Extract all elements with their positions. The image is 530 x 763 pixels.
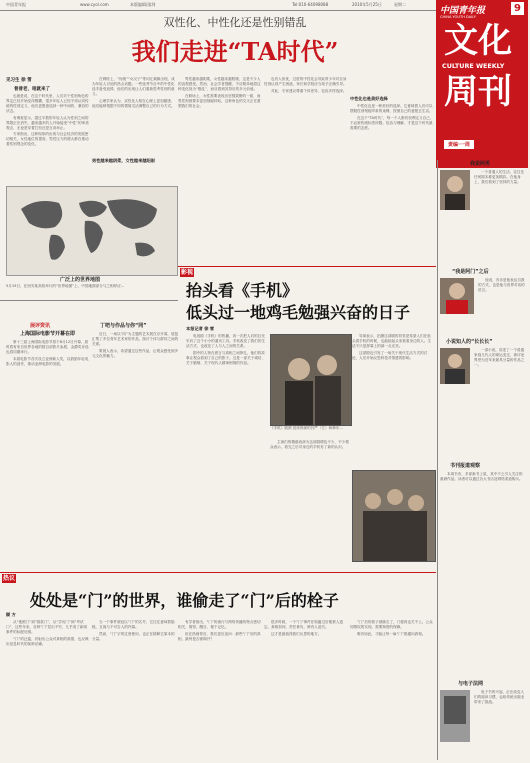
sidebar-item1-body: 一个普通人的生活，往往比任何剧本都更加精彩。在他身上，我们看到了坚持的力量。 xyxy=(474,170,525,184)
phone-still-photo xyxy=(270,334,352,426)
paper-en: CHINA YOUTH DAILY xyxy=(440,15,476,19)
portrait-icon xyxy=(440,170,470,210)
small-mid-headline: 丁吧与作品与你“同” xyxy=(100,323,147,329)
sidebar-item5-title: 与电子法网 xyxy=(458,681,484,687)
main-body-col5: 中性化也是一种美好的选择。它意味着人们可以摆脱性别刻板印象的束缚，按照自己的意愿去生活。 在这个“TA时代”，每一个人都有权利定义自己，不必被传统标签所限。包容与理解，才是这个时代最需要的态度。 xyxy=(350,104,434,130)
sidebar-portrait-2 xyxy=(440,278,474,314)
sidebar-portrait-1 xyxy=(440,170,470,210)
main-body-col2: 在网络上，“伪娘”“女汉子”等词汇频频出现，成为年轻人讨论的热点话题。一些选秀节目中的中性化选手备受追捧，他们的出现让人们重新思考性别的意义。 心理学家认为，双性化人格在心理上更加健康，他们能够根据不同的情境灵活调整自己的行为方式。 xyxy=(92,77,175,108)
person-icon xyxy=(271,335,351,425)
top-meta-editor: 本版编辑/邵剑 xyxy=(130,2,156,7)
sidebar-col-label: 观察 xyxy=(440,161,451,167)
phone-body-col2: 主演们的精湛表演为这部剧增色不少，不少观众表示，看完之后对身边的手机有了新的认识。 xyxy=(270,440,349,449)
gate-body-col2: 当一个事件被冠以“门”的名号，它往往意味着隐秘、丑闻与不可告人的内幕。 然而，“门”字的过度使用，也正在稀释它原本的分量。 xyxy=(92,620,175,641)
divider-sidebar xyxy=(437,160,438,760)
main-kicker: 双性化、中性化还是性别错乱 xyxy=(163,16,307,29)
phone-headline-1: 抬头看《手机》 xyxy=(186,281,299,300)
divider-phone-top xyxy=(178,266,436,267)
gate-headline: 处处是“门”的世界，谁偷走了“门”后的栓子 xyxy=(30,591,339,610)
world-map-icon xyxy=(7,187,177,275)
sidebar-item4-body: 本周书市，多部新书上架，其中不乏引人关注的重磅作品。读者可以通过各大书店及网络渠道购买。 xyxy=(440,472,523,481)
main-byline: 见习生 徐 雪 xyxy=(6,78,32,83)
phone-crowd-photo xyxy=(352,470,436,562)
section-title-en: CULTURE WEEKLY xyxy=(442,62,505,70)
section-masthead xyxy=(436,0,528,168)
small-left-headline: 上海国际电影节开幕在即 xyxy=(20,331,76,337)
page-number: 9 xyxy=(511,2,524,15)
phone-byline: 本报记者 徐 雪 xyxy=(186,326,215,331)
sidebar-item2-title: “我是阿门”之后 xyxy=(452,269,489,275)
phone-tag: 影视 xyxy=(180,269,193,276)
sidebar-item5-body: 电子书的兴起，正在改变人们的阅读习惯，也给传统出版业带来了挑战。 xyxy=(474,690,525,704)
main-body-col4: 也有人担忧，过度的中性化会导致青少年对自身性别认同产生困惑，家长和学校应当给予正确引导。 对此，专家建议尊重个体差异，包容多样选择。 xyxy=(264,77,347,93)
sidebar-portrait-3 xyxy=(440,348,470,384)
portrait-icon xyxy=(440,278,474,314)
top-meta-tel: Tel:010-64098088 xyxy=(292,2,329,7)
divider-gate-top xyxy=(0,572,436,573)
paper-logo: 中国青年报 xyxy=(440,6,486,16)
divider-main-bottom xyxy=(0,300,178,301)
main-sub2: 男性越来越阴柔，女性越来越阳刚 xyxy=(92,158,155,163)
gate-byline: 顾 方 xyxy=(6,612,16,617)
sidebar-item3-title: 小说知人的“长长长” xyxy=(446,339,493,345)
gate-body-col3: 有学者指出，“门”的流行与网络传播的特点密切相关，简短、醒目、便于记忆。 但在热闹背后，我们更应追问：那些“门”后的真相，最终是否被揭开？ xyxy=(178,620,261,641)
main-sub1: 普普老，咱就来了 xyxy=(14,87,50,92)
portrait-icon xyxy=(440,348,470,384)
world-map-photo xyxy=(6,186,178,276)
phone-headline-2: 低头过一地鸡毛勉强兴奋的日子 xyxy=(186,303,411,322)
sidebar-item2-body: 他说，音乐是他表达自我的方式，也是他与世界对话的语言。 xyxy=(478,278,525,292)
divider-top xyxy=(0,10,436,11)
gate-body-col1: 从“艳照门”到“捐款门”，从“学历门”到“考试门”，这些年来，各种“门”层出不穷，几乎成了新闻事件的标配后缀。 “门”的泛滥，折射出公众对真相的渴望，也反映出信息时代的某种浮躁。 xyxy=(6,620,89,646)
top-meta-paper: 中国青年报 xyxy=(6,2,26,7)
small-left-tag: 展评资讯 xyxy=(30,323,51,329)
main-body-col1: 也就是说，在这个时代里，人们对于性别角色的界定已经开始变得模糊，很多年轻人已经不再认同传统的性别定义，他们更愿意选择一种中间的、兼容的状态。 有调查显示，超过半数的年轻人认为性别之间的界限正在消失，越来越多的人开始接受“中性”的审美观点，无论是穿着打扮还是言谈举止。 专家指出，这种现象的出现与社会经济的发展密切相关，女性地位的提高、男性压力的增大都在推动着性别观念的变化。 xyxy=(6,94,89,146)
main-headline: 我们走进“TA时代” xyxy=(131,37,339,66)
section-title-2: 周刊 xyxy=(444,72,512,112)
map-caption: 5月19日，在西安某高校举行的“世界地图”上，中国地图部分与之相呼应… xyxy=(6,284,125,288)
phone-body-col3: 导演表示，拍摄这部剧的初衷是希望人们在低头看手机的时候，也能抬起头来看看身边的人。生活不只是屏幕上的那一点光亮。 这部剧也引发了一场关于现代生活方式的讨论，人们开始反思科技对情感的影响。 xyxy=(352,334,432,360)
phone-caption: 《手机》剧照 范伟饰演的吕严（左）和韩东… xyxy=(270,426,344,430)
toc-tag: 责编·一周 xyxy=(444,140,474,149)
top-meta-url: www.cyol.com xyxy=(80,2,109,7)
gate-body-col4: 很多时候，一个“门”事件在喧嚣过后便被人遗忘，真相如何，责任谁负，鲜有人追究。 这才是最值得我们反思的地方。 xyxy=(264,620,344,636)
phone-body-col1: 电视剧《手机》的热播，再一次把人们的目光引向了这个小小的通讯工具。手机改变了我们的生活方式，也改变了人与人之间的关系。 剧中的人物在谎言与真相之间挣扎，他们的故事让观众看到了自己的影子。这是一部关于诚信、关于婚姻、关于现代人精神困境的作品。 xyxy=(186,334,266,365)
sidebar-poster xyxy=(440,690,470,742)
sidebar-item4-title: 书刊报道观察 xyxy=(450,463,481,469)
sidebar-item3-body: 一部小说，讲述了一个普通家庭几代人的命运变迁，被评论界誉为近年来最具分量的作品之一。 xyxy=(474,348,525,367)
main-sub3: 中性化也是美好选择 xyxy=(350,96,388,101)
gate-tag: 热议 xyxy=(2,575,15,582)
poster-icon xyxy=(440,690,470,742)
small-left-body: 第十三届上海国际电影节将于6月12日开幕，届时将有来自世界各地的数百部影片参展，金爵奖评选也将同期举行。 本届电影节首次设立亚洲新人奖，以鼓励年轻电影人的创作，推动亚洲电影的发展。 xyxy=(6,340,89,366)
top-meta-date: 2010年5月25日 xyxy=(352,2,382,7)
map-caption-title: 广泛上的世界地图 xyxy=(60,277,101,283)
small-mid-body: 近日，一场以“同”为主题的艺术展在京开幕，展览汇集了多位青年艺术家的作品，探讨个体与群体之间的关系。 策展人表示，希望通过这些作品，让观众感受到多元文化的魅力。 xyxy=(92,332,179,358)
sidebar-item1-title: 我说阿男 xyxy=(470,161,491,167)
crowd-icon xyxy=(353,471,435,561)
main-body-col3: 男性越来越阴柔，女性越来越阳刚，这是不少人的直观感受。然而，社会学者提醒，不应简单地将这种变化视为“错乱”，而应看到其背后的多元价值。 在职场上，女性需要表现出坚强果断的一面，而男性则被要求更加细腻体贴，这种角色的交叉正在重塑我们的社会。 xyxy=(178,77,261,108)
top-meta-weekday: 星期二 xyxy=(394,2,406,7)
gate-body-col5: “门”后的栓子被偷走了，门便再也关不上。公众知情权的实现，需要制度的保障。 唯有如此，才能让每一扇“门”都通向真相。 xyxy=(350,620,433,636)
section-title-1: 文化 xyxy=(444,21,512,61)
